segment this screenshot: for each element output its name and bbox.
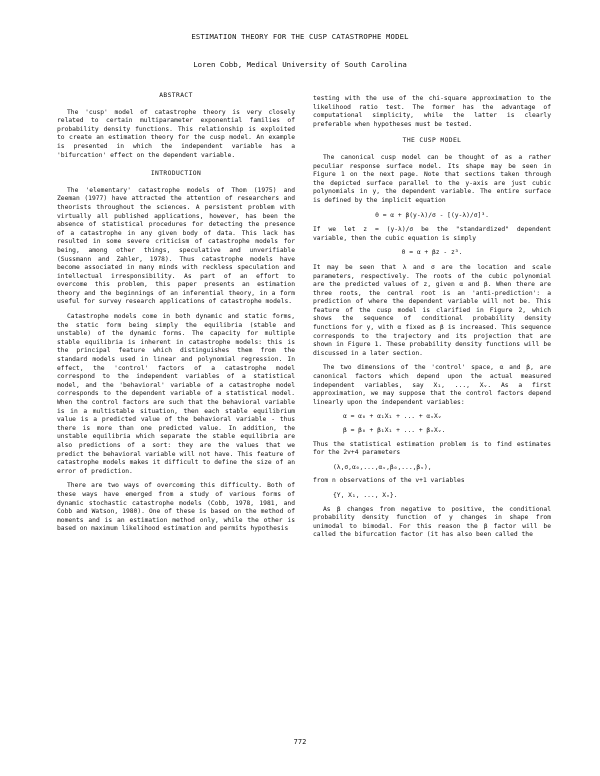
intro-paragraph-3: There are two ways of overcoming this difficulty. Both of these ways have emerged from a study of various forms of dynamic stochastic catastrophe models (Cobb, 1978, 1981, and Cobb and Watson, 1980). One of these is based on the method of moments and is an estimation method only, while the other is based on maximum likelihood estimation and permits hypothesis bbox=[57, 482, 295, 533]
cusp-paragraph-5: Thus the statistical estimation problem is to find estimates for the 2v+4 parameters bbox=[313, 440, 551, 457]
cusp-paragraph-3: It may be seen that λ and σ are the location and scale parameters, respectively. The roots of the cubic polynomial are the predicted values of z, given α and β. When there are three roots, the central root is an 'anti-prediction': a prediction of where the dependent variable will not be. This feature of the cusp model is clarified in Figure 2, which shows the sequence of conditional probability density functions for y, with α fixed as β is increased. This sequence corresponds to the trajectory and its projection that are shown in Figure 1. These probability density functions will be discussed in a later section. bbox=[313, 263, 551, 357]
equation-cubic: 0 = α + βz - z³. bbox=[401, 249, 463, 257]
left-column bbox=[57, 92, 295, 540]
intro-continuation: testing with the use of the chi-square approximation to the likelihood ratio test. The former has the advantage of computational simplicity, while the latter is clearly preferable when hypotheses must be tested. bbox=[313, 95, 551, 128]
cusp-paragraph-7: As β changes from negative to positive, the conditional probability density function of y changes in shape from unimodal to bimodal. For this reason the β factor will be called the bifurcation factor (it has also been called the bbox=[313, 505, 551, 539]
abstract-text: The 'cusp' model of catastrophe theory is very closely related to certain multiparameter exponential families of probability density functions. This relationship is exploited to create an estimation theory for the cusp model. An example is presented in which the independent variable has a 'bifurcation' effect on the dependent variable. bbox=[57, 108, 295, 159]
right-column bbox=[313, 95, 551, 546]
equation-alpha: α = α₀ + α₁X₁ + ... + αᵥXᵥ bbox=[343, 413, 442, 421]
paper-title: ESTIMATION THEORY FOR THE CUSP CATASTROPHE MODEL bbox=[191, 32, 409, 41]
author-line: Loren Cobb, Medical University of South Carolina bbox=[193, 60, 407, 69]
cusp-model-heading: THE CUSP MODEL bbox=[402, 137, 462, 145]
page-number: 772 bbox=[293, 738, 307, 746]
intro-paragraph-2: Catastrophe models come in both dynamic and static forms, the static form being simply the equilibria (stable and unstable) of the dynamic forms. The capacity for multiple stable equilibria is inherent in catastrophe models: this is the principal feature which distinguishes them from the standard models used in linear and polynomial regression. In effect, the 'control' factors of a catastrophe model correspond to the independent variables of a statistical model, and the 'behavioral' variable of a catastrophe model corresponds to the dependent variable of a statistical model. When the control factors are such that the behavioral variable is in a multistable situation, then each stable equilibrium value is a predicted value of the behavioral variable - thus there is more than one predicted value. In addition, the unstable equilibria which separate the stable equilibria are also predictions of a sort: they are the values that we predict the behavioral variable will not have. This feature of catastrophe models makes it difficult to define the size of an error of prediction. bbox=[57, 313, 295, 475]
cusp-paragraph-6: from n observations of the v+1 variables bbox=[313, 477, 465, 485]
equation-variables: {Y, X₁, ..., Xᵥ}. bbox=[333, 491, 398, 499]
abstract-heading: ABSTRACT bbox=[159, 92, 193, 99]
cusp-paragraph-4: The two dimensions of the 'control' space, α and β, are canonical factors which depend upon the actual measured independent variables, say X₁, ..., Xᵥ. As a first approximation, we may suppose that the control factors depend linearly upon the independent variables: bbox=[313, 364, 551, 406]
equation-parameters: (λ,σ,α₀,...,αᵥ,β₀,...,βᵥ), bbox=[333, 463, 432, 471]
introduction-heading: INTRODUCTION bbox=[150, 170, 202, 178]
equation-implicit: 0 = α + β(y-λ)/σ - [(y-λ)/σ]³. bbox=[375, 211, 489, 219]
cusp-paragraph-2: If we let z = (y-λ)/σ be the "standardized" dependent variable, then the cubic equation is simply bbox=[313, 226, 551, 242]
intro-paragraph-1: The 'elementary' catastrophe models of Thom (1975) and Zeeman (1977) have attracted the attention of researchers and theorists throughout the sciences. A persistent problem with virtually all published applications, however, has been the absence of statistical procedures for detecting the presence of a catastrophe in any given body of data. This lack has resulted in some severe criticism of catastrophe models for being, among other things, speculative and unverifiable (Sussmann and Zahler, 1978). Thus catastrophe models have become associated in many minds with reckless speculation and intellectual irresponsibility. As part of an effort to overcome this problem, this paper presents an estimation theory and the beginnings of an inferential theory, in a form useful for survey research applications of catastrophe models. bbox=[57, 186, 295, 306]
equation-beta: β = β₀ + β₁X₁ + ... + βᵥXᵥ. bbox=[343, 427, 446, 434]
cusp-paragraph-1: The canonical cusp model can be thought of as a rather peculiar response surface model. Its shape may be seen in Figure 1 on the next page. Note that sections taken through the depicted surface parallel to the y-axis are just cubic polynomials in y, the dependent variable. The entire surface is defined by the implicit equation bbox=[313, 153, 551, 204]
